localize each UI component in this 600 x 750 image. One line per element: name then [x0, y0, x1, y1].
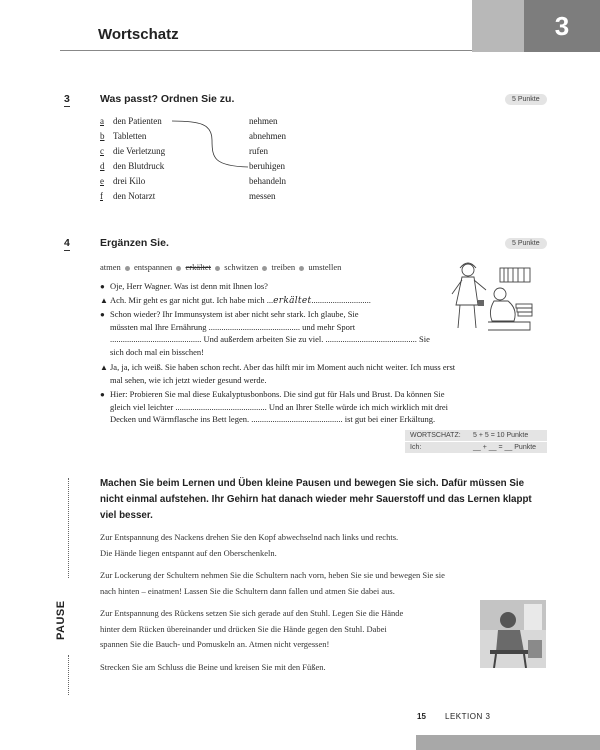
dialog-text: müssten mal Ihre Ernährung ........................................... und mehr Sport [110, 321, 356, 332]
paragraph-line: Zur Entspannung des Nackens drehen Sie den Kopf abwechselnd nach links und rechts. [100, 532, 399, 542]
score-value: 5 + 5 = 10 Punkte [473, 432, 529, 439]
pause-dotted-line [68, 478, 70, 578]
paragraph-line: Zur Entspannung des Rückens setzen Sie sich gerade auf den Stuhl. Legen Sie die Hände [100, 608, 404, 618]
dialog-text: Ach. Mir geht es gar nicht gut. Ich habe mich ... [110, 295, 274, 305]
word-bank-item: atmen [100, 262, 121, 272]
example-connector-line [0, 0, 600, 250]
verb-option: beruhigen [249, 161, 285, 171]
item-letter: c [100, 146, 104, 156]
exercise-paragraph [100, 568, 445, 599]
lesson-label: LEKTION 3 [445, 712, 491, 721]
bullet-dot [299, 266, 304, 271]
word-bank-item: entspannen [134, 262, 173, 272]
item-text: den Blutdruck [113, 161, 165, 171]
dialog-text: ........................................... Und außerdem arbeiten Sie zu viel. ........................................... Sie [110, 334, 430, 345]
word-bank [100, 262, 341, 272]
item-text: Tabletten [113, 131, 147, 141]
exercise-4-number: 4 [64, 237, 70, 249]
paragraph-line: nach hinten – einatmen! Lassen Sie die Schultern dann fallen und atmen Sie dabei aus. [100, 585, 395, 596]
dialog-text: Schon wieder? Ihr Immunsystem ist aber nicht sehr stark. Ich glaube, Sie [110, 309, 359, 319]
verb-option: nehmen [249, 116, 278, 126]
dialog-text: Ja, ja, ich weiß. Sie haben schon recht. Aber das hilft mir im Moment auch nicht weiter. Ich muss erst [110, 362, 456, 372]
verb-option: messen [249, 191, 276, 201]
dialog-text: mal sehen, wie ich jetzt wieder gesund werde. [110, 374, 267, 385]
dialog-line [100, 308, 560, 358]
exercise-paragraph [100, 606, 403, 653]
dialog-text: gleich viel leichter ........................................... Und an Ihrer Stelle würde ich mich wirklich mit drei [110, 401, 449, 412]
page-title: Wortschatz [98, 26, 179, 43]
item-text: drei Kilo [113, 176, 146, 186]
exercise-4-title: Ergänzen Sie. [100, 237, 169, 249]
item-text: die Verletzung [113, 146, 166, 156]
word-bank-item: umstellen [308, 262, 342, 272]
exercise-paragraph [100, 530, 398, 561]
score-box [405, 430, 547, 454]
verb-option: abnehmen [249, 131, 286, 141]
dialog-text: Hier: Probieren Sie mal diese Eukalyptusbonbons. Die sind gut für Hals und Brust. Da können Sie [110, 389, 445, 399]
dialog-text: Decken und Wärmflasche ins Bett legen. ........................................... ist gut bei einer Erkältung. [110, 414, 436, 425]
item-letter: d [100, 161, 105, 171]
item-letter: f [100, 191, 103, 201]
word-bank-item: erkältet [185, 262, 212, 272]
pause-intro: Machen Sie beim Lernen und Üben kleine Pausen und bewegen Sie sich. Dafür müssen Sie nicht einmal aufstehen. Ihr Gehirn hat danach wieder mehr Sauerstoff und das Lernen klappt viel besser. [100, 478, 532, 521]
item-letter: b [100, 131, 105, 141]
item-letter: a [100, 116, 104, 126]
exercise-4-points: 5 Punkte [505, 238, 547, 249]
speaker-marker: ● [100, 310, 105, 319]
dialog-text: Oje, Herr Wagner. Was ist denn mit Ihnen los? [110, 281, 268, 291]
verb-option: rufen [249, 146, 268, 156]
paragraph-line: Strecken Sie am Schluss die Beine und kreisen Sie mit den Füßen. [100, 662, 326, 672]
exercise-3-title: Was passt? Ordnen Sie zu. [100, 93, 235, 105]
pause-label: PAUSE [55, 600, 67, 640]
dialog-blank: ............................ [311, 295, 371, 305]
bullet-dot [215, 266, 220, 271]
dialog-line [100, 388, 560, 426]
footer-bar [416, 735, 600, 750]
bullet-dot [176, 266, 181, 271]
score-value: __ + __ = __ Punkte [473, 444, 537, 451]
paragraph-line: spannen Sie die Bauch- und Pomuskeln an. Atmen nicht vergessen! [100, 639, 330, 649]
speaker-marker: ▲ [100, 363, 108, 372]
paragraph-line: Zur Lockerung der Schultern nehmen Sie die Schultern nach vorn, heben Sie sie und bewegen Sie sie [100, 570, 445, 580]
dialog-text: sich doch mal ein bisschen! [110, 346, 204, 357]
example-answer: erkältet [273, 296, 312, 306]
word-bank-item: treiben [271, 262, 296, 272]
chapter-badge: 3 [524, 0, 600, 52]
speaker-marker: ● [100, 282, 105, 291]
bullet-dot [262, 266, 267, 271]
word-bank-item: schwitzen [224, 262, 259, 272]
exercise-3-points: 5 Punkte [505, 94, 547, 105]
dialog-line [100, 280, 560, 294]
score-label: Ich: [410, 444, 422, 451]
pause-dotted-line [68, 655, 70, 695]
score-row [405, 442, 547, 453]
score-label: WORTSCHATZ: [410, 432, 461, 439]
item-text: den Notarzt [113, 191, 156, 201]
dialog-line [100, 294, 560, 308]
item-text: den Patienten [113, 116, 162, 126]
dialog-line [100, 361, 560, 386]
exercise-3-number: 3 [64, 93, 70, 105]
verb-option: behandeln [249, 176, 286, 186]
score-row [405, 430, 547, 441]
paragraph-line: hinter dem Rücken übereinander und drücken Sie die Hände gegen den Stuhl. Dabei [100, 623, 387, 634]
speaker-marker: ● [100, 390, 105, 399]
speaker-marker: ▲ [100, 296, 108, 305]
paragraph-line: Die Hände liegen entspannt auf den Oberschenkeln. [100, 547, 277, 558]
page-number: 15 [417, 712, 426, 721]
item-letter: e [100, 176, 104, 186]
bullet-dot [125, 266, 130, 271]
exercise-paragraph [100, 660, 326, 676]
person-stretching-photo [480, 600, 546, 668]
